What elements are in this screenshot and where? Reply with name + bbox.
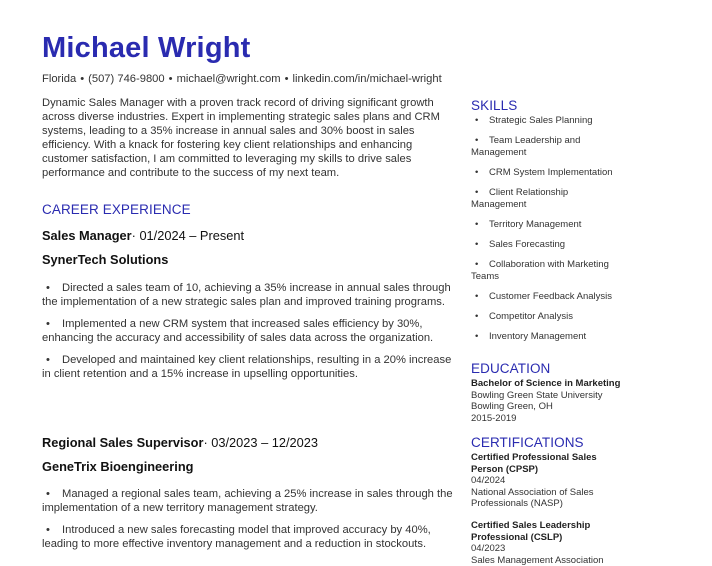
company-name: SynerTech Solutions: [42, 252, 169, 267]
education-years: 2015-2019: [471, 412, 517, 424]
bullet-dot-icon: •: [46, 488, 50, 500]
skills-list: [471, 115, 621, 351]
bullet-dot-icon: •: [46, 282, 50, 294]
bullet-dot-icon: •: [475, 187, 479, 198]
skill-item: • Sales Forecasting: [471, 239, 621, 251]
bullet-dot-icon: •: [46, 354, 50, 366]
certification-date: 04/2024: [471, 475, 506, 486]
separator: •: [80, 73, 85, 85]
skill-item: • Collaboration with Marketing Teams: [471, 259, 609, 282]
contact-line: [42, 73, 442, 85]
skill-item: • Strategic Sales Planning: [471, 115, 621, 127]
section-heading-skills: SKILLS: [471, 98, 518, 113]
job-bullets: [42, 487, 454, 551]
school: Bowling Green State University: [471, 389, 603, 401]
bullet-dot-icon: •: [475, 135, 479, 146]
bullet-dot-icon: •: [475, 331, 479, 342]
certification-date: 04/2023: [471, 543, 506, 554]
section-heading-certifications: CERTIFICATIONS: [471, 435, 584, 450]
section-heading-experience: CAREER EXPERIENCE: [42, 202, 191, 217]
school-location: Bowling Green, OH: [471, 401, 553, 412]
certification-name: Certified Sales Leadership Professional (CSLP): [471, 520, 591, 543]
section-heading-education: EDUCATION: [471, 361, 551, 376]
job-title: Sales Manager: [42, 228, 132, 243]
bullet-item: • Developed and maintained key client relationships, resulting in a 20% increase in client retention and a 15% increase in upselling opportunities.: [42, 354, 452, 380]
job-title-line: [42, 228, 244, 243]
bullet-dot-icon: •: [475, 239, 479, 250]
contact-linkedin[interactable]: linkedin.com/in/michael-wright: [292, 73, 442, 85]
skill-item: • Territory Management: [471, 219, 621, 231]
bullet-item: • Implemented a new CRM system that increased sales efficiency by 30%, enhancing the accuracy and accessibility of sales data across the organization.: [42, 318, 434, 344]
bullet-dot-icon: •: [475, 311, 479, 322]
bullet-dot-icon: •: [475, 219, 479, 230]
job-dates: · 03/2023 – 12/2023: [203, 435, 319, 450]
skill-item: • Team Leadership and Management: [471, 135, 581, 158]
certification-issuer: Sales Management Association: [471, 554, 604, 566]
candidate-name: Michael Wright: [42, 32, 251, 64]
company-name: GeneTrix Bioengineering: [42, 459, 194, 474]
certification-issuer: National Association of Sales Professionals (NASP): [471, 486, 594, 509]
education-entry: [471, 378, 651, 424]
skill-item: • Inventory Management: [471, 331, 621, 343]
skill-item: • Client Relationship Management: [471, 187, 569, 210]
bullet-item: • Managed a regional sales team, achieving a 25% increase in sales through the implementation of a new territory management strategy.: [42, 488, 453, 514]
degree: Bachelor of Science in Marketing: [471, 378, 621, 389]
certification-entry: [471, 452, 631, 510]
bullet-dot-icon: •: [475, 115, 479, 126]
bullet-dot-icon: •: [46, 524, 50, 536]
contact-email[interactable]: michael@wright.com: [176, 73, 281, 85]
skill-item: • Competitor Analysis: [471, 311, 621, 323]
separator: •: [168, 73, 173, 85]
job-dates: · 01/2024 – Present: [131, 228, 245, 243]
certification-name: Certified Professional Sales Person (CPSP): [471, 452, 597, 475]
bullet-dot-icon: •: [475, 167, 479, 178]
skill-item: • CRM System Implementation: [471, 167, 621, 179]
job-title: Regional Sales Supervisor: [42, 435, 204, 450]
job-title-line: [42, 435, 318, 450]
bullet-item: • Directed a sales team of 10, achieving a 35% increase in annual sales through the implementation of a new strategic sales plan and improved training programs.: [42, 282, 451, 308]
certification-entry: [471, 520, 621, 566]
separator: •: [284, 73, 289, 85]
skill-item: • Customer Feedback Analysis: [471, 291, 621, 303]
bullet-item: • Introduced a new sales forecasting model that improved accuracy by 40%, leading to more effective inventory management and a reduction in stockouts.: [42, 524, 431, 550]
job-bullets: [42, 281, 454, 381]
contact-phone[interactable]: (507) 746-9800: [88, 73, 165, 85]
summary: Dynamic Sales Manager with a proven track record of driving significant growth across diverse industries. Expert in implementing strategic sales plans and CRM systems, leading to a 35% increase in annual sales and 30% boost in sales efficiency. With a knack for fostering key client relationships and enhancing customer satisfaction, I am committed to leveraging my skills to drive sales performance and contribute to the success of my next team.: [42, 97, 440, 179]
bullet-dot-icon: •: [46, 318, 50, 330]
bullet-dot-icon: •: [475, 291, 479, 302]
contact-location: Florida: [42, 73, 77, 85]
bullet-dot-icon: •: [475, 259, 479, 270]
